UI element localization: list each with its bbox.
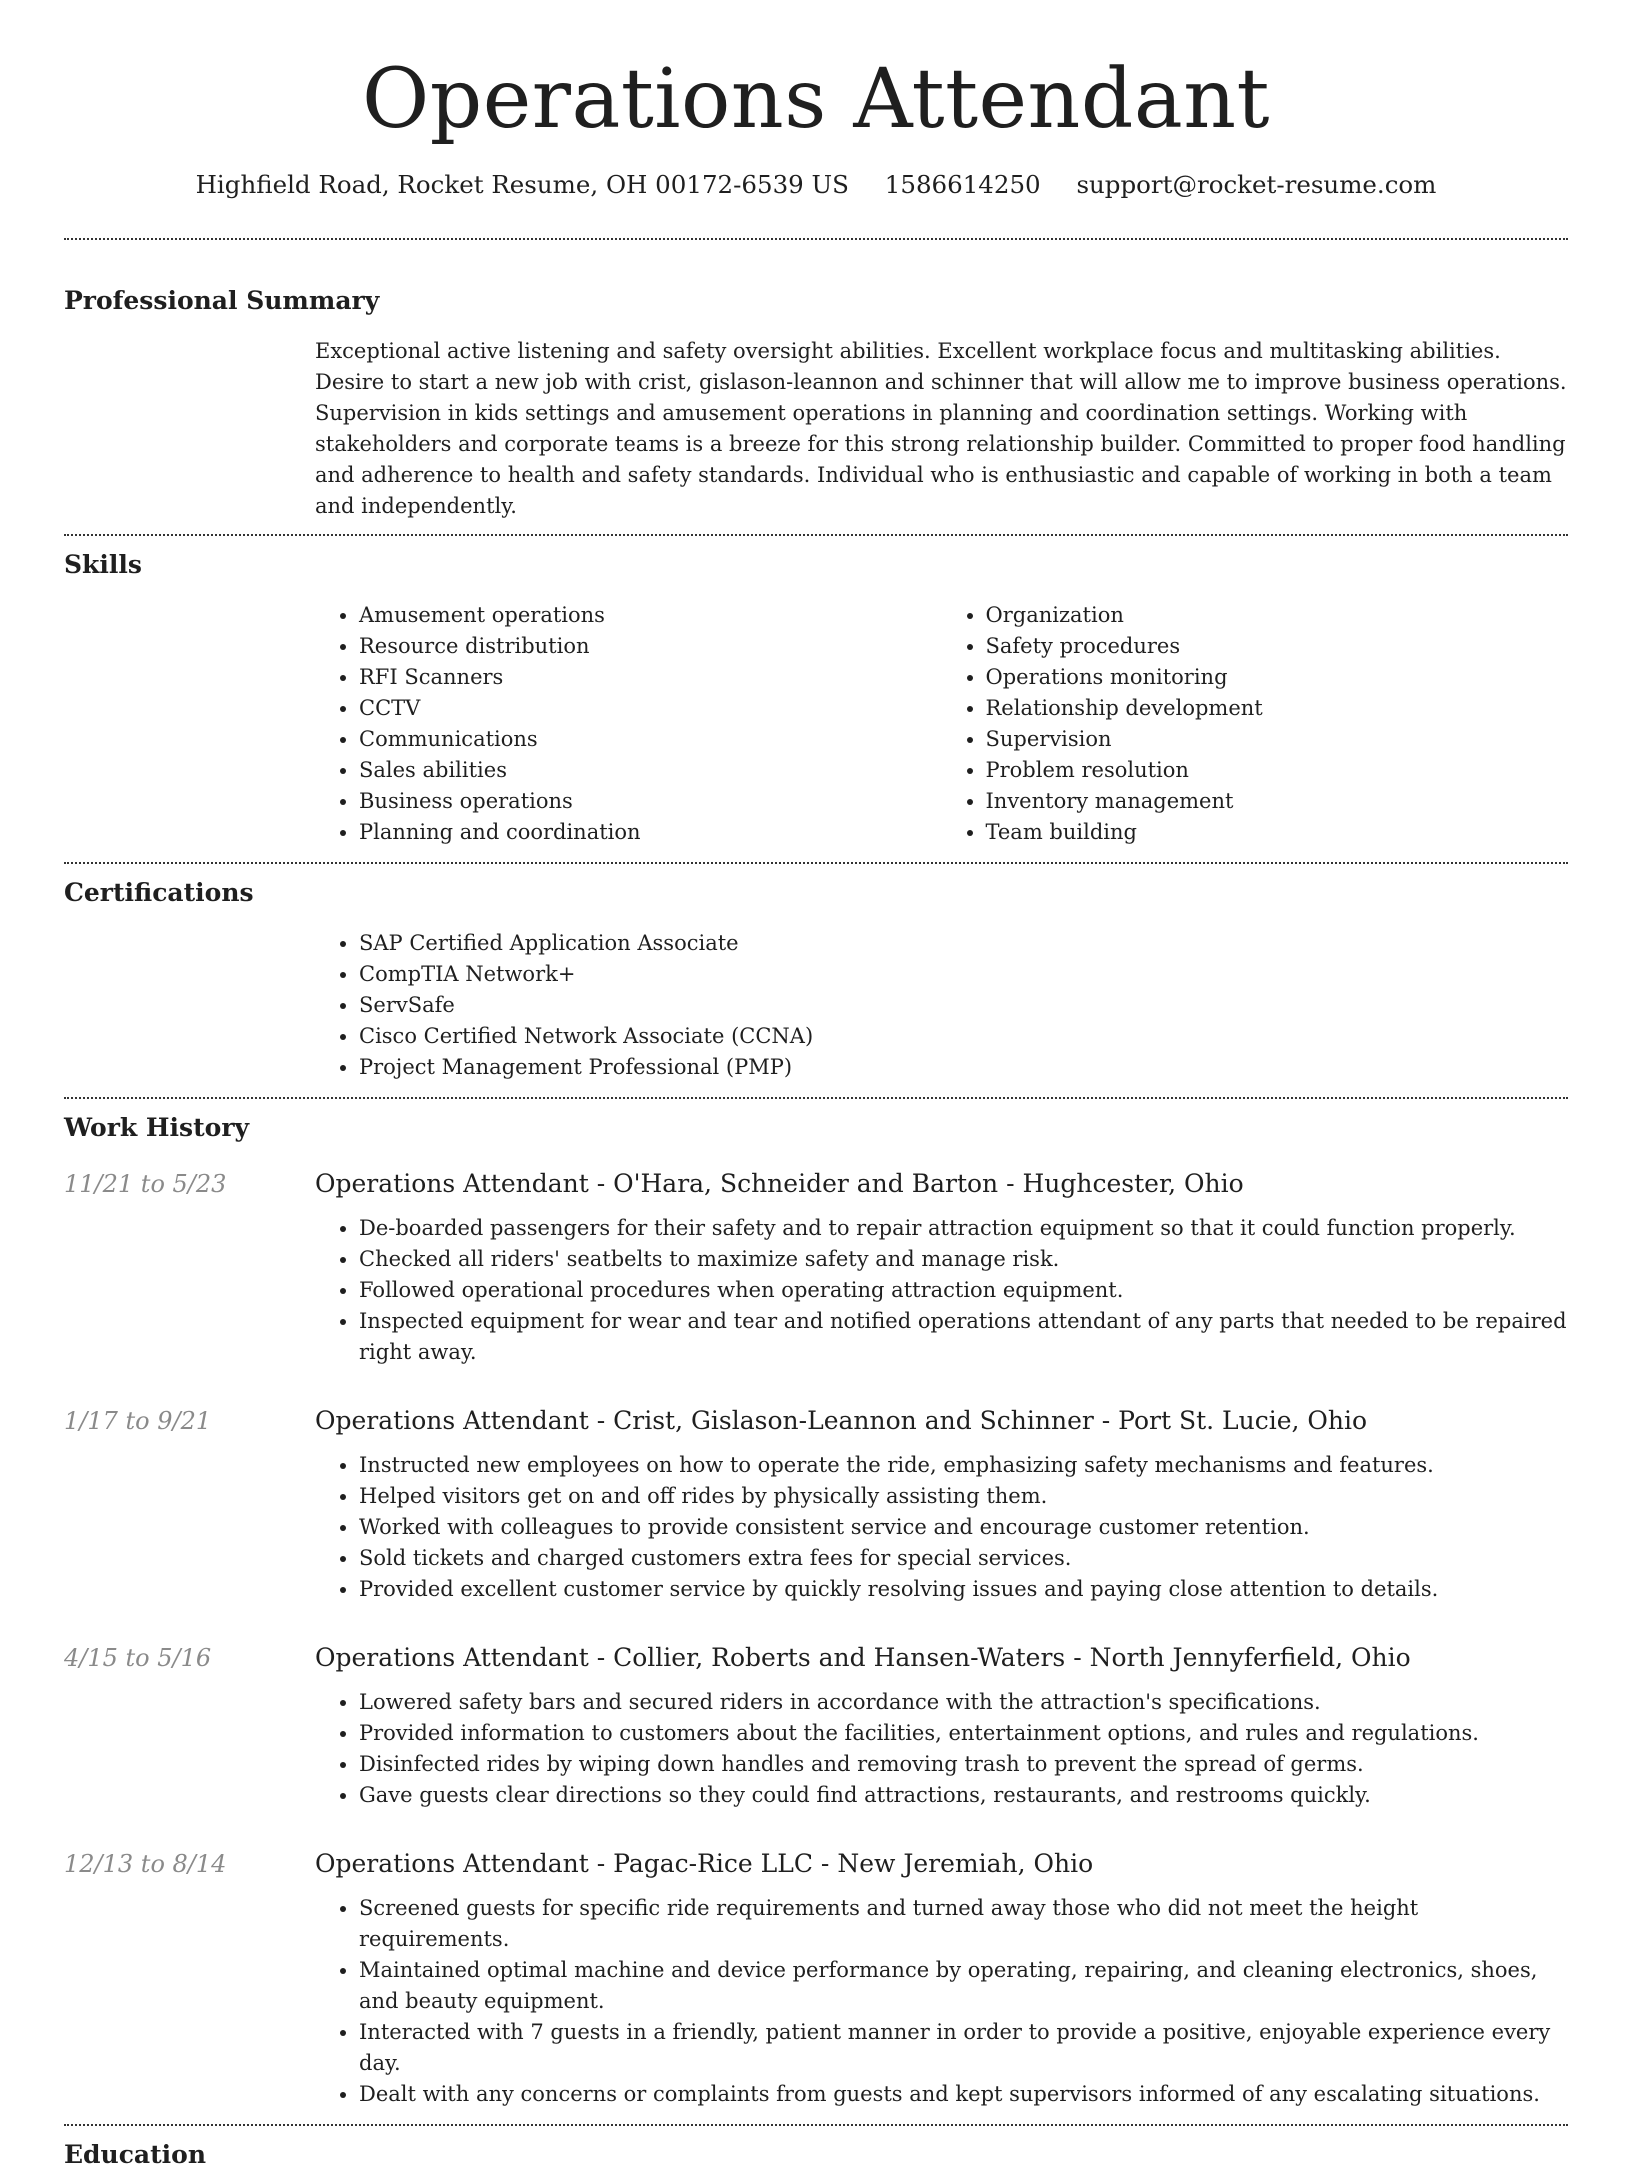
job-bullet-list [315,1213,1568,1368]
job-bullet: • Maintained optimal machine and device performance by operating, repairing, and cleaning electronics, shoes, and beauty equipment. [359,1955,1568,2017]
job-dates: 1/17 to 9/21 [64,1407,212,1435]
certifications-section [64,876,1568,1083]
job-title: Operations Attendant - O'Hara, Schneider and Barton - Hughcester, Ohio [315,1169,1244,1198]
job-title: Operations Attendant - Pagac-Rice LLC - New Jeremiah, Ohio [315,1849,1094,1878]
skill-item: • Organization [986,600,1569,631]
skill-item: • Safety procedures [986,631,1569,662]
skill-item: • Team building [986,817,1569,848]
job-bullet: • Checked all riders' seatbelts to maximize safety and manage risk. [359,1244,1568,1275]
job-header [64,1641,1568,1675]
skill-item: • Business operations [359,786,942,817]
job-header [64,1404,1568,1438]
education-section [64,2138,1568,2172]
skill-item: • Sales abilities [359,755,942,786]
job-bullet: • De-boarded passengers for their safety and to repair attraction equipment so that it could function properly. [359,1213,1568,1244]
job-bullet: • Followed operational procedures when operating attraction equipment. [359,1275,1568,1306]
skill-item: • Supervision [986,724,1569,755]
skills-grid [315,600,1568,848]
job-dates: 4/15 to 5/16 [64,1644,212,1672]
skill-item: • CCTV [359,693,942,724]
skill-item: • Amusement operations [359,600,942,631]
job-bullet: • Lowered safety bars and secured riders in accordance with the attraction's specifications. [359,1687,1568,1718]
skill-item: • Communications [359,724,942,755]
summary-heading: Professional Summary [64,286,380,315]
job-bullet: • Dealt with any concerns or complaints from guests and kept supervisors informed of any escalating situations. [359,2079,1568,2110]
summary-section [64,284,1568,522]
job-title: Operations Attendant - Collier, Roberts and Hansen-Waters - North Jennyferfield, Ohio [315,1643,1411,1672]
skills-list-right [942,600,1569,848]
certification-item: • Cisco Certified Network Associate (CCNA) [359,1021,1568,1052]
job-bullet: • Instructed new employees on how to operate the ride, emphasizing safety mechanisms and features. [359,1450,1568,1481]
education-heading: Education [64,2140,207,2169]
job-bullet: • Helped visitors get on and off rides by physically assisting them. [359,1481,1568,1512]
certifications-list [315,928,1568,1083]
skill-item: • RFI Scanners [359,662,942,693]
job-header [64,1167,1568,1201]
job-bullet: • Gave guests clear directions so they could find attractions, restaurants, and restrooms quickly. [359,1780,1568,1811]
job-bullet: • Inspected equipment for wear and tear and notified operations attendant of any parts that needed to be repaired right away. [359,1306,1568,1368]
work-history-heading: Work History [64,1113,250,1142]
section-divider [64,534,1568,536]
job-bullet: • Worked with colleagues to provide consistent service and encourage customer retention. [359,1512,1568,1543]
job-title: Operations Attendant - Crist, Gislason-Leannon and Schinner - Port St. Lucie, Ohio [315,1406,1368,1435]
skill-item: • Inventory management [986,786,1569,817]
job-bullet: • Provided information to customers about the facilities, entertainment options, and rules and regulations. [359,1718,1568,1749]
resume-name: Operations Attendant [362,52,1270,147]
job-dates: 11/21 to 5/23 [64,1170,227,1198]
summary-text: Exceptional active listening and safety oversight abilities. Excellent workplace focus and multitasking abilities. Desire to start a new job with crist, gislason-leannon and schinner that will allow me to improve business operations. Supervision in kids settings and amusement operations in planning and coordination settings. Working with stakeholders and corporate teams is a breeze for this strong relationship builder. Committed to proper food handling and adherence to health and safety standards. Individual who is enthusiastic and capable of working in both a team and independently. [315,339,1567,518]
skill-item: • Resource distribution [359,631,942,662]
skill-item: • Operations monitoring [986,662,1569,693]
certification-item: • SAP Certified Application Associate [359,928,1568,959]
jobs-list [64,1167,1568,2110]
section-divider [64,1097,1568,1099]
contact-line [64,168,1568,202]
skill-item: • Problem resolution [986,755,1569,786]
contact-phone: 1586614250 [884,170,1041,199]
skill-item: • Planning and coordination [359,817,942,848]
contact-email: support@rocket-resume.com [1076,170,1437,199]
job-entry [64,1167,1568,1368]
skills-heading: Skills [64,550,142,579]
section-divider [64,2124,1568,2126]
job-bullet: • Screened guests for specific ride requirements and turned away those who did not meet the height requirements. [359,1893,1568,1955]
job-bullet: • Provided excellent customer service by quickly resolving issues and paying close attention to details. [359,1574,1568,1605]
skill-item: • Relationship development [986,693,1569,724]
job-bullet: • Sold tickets and charged customers extra fees for special services. [359,1543,1568,1574]
job-bullet-list [315,1893,1568,2110]
work-history-section [64,1111,1568,2110]
skills-section [64,548,1568,848]
job-entry [64,1847,1568,2110]
job-header [64,1847,1568,1881]
section-divider [64,862,1568,864]
job-entry [64,1641,1568,1811]
certifications-heading: Certifications [64,878,254,907]
contact-address: Highfield Road, Rocket Resume, OH 00172-6539 US [195,170,849,199]
job-bullet: • Interacted with 7 guests in a friendly, patient manner in order to provide a positive, enjoyable experience every day. [359,2017,1568,2079]
certification-item: • Project Management Professional (PMP) [359,1052,1568,1083]
job-bullet-list [315,1687,1568,1811]
resume-page [64,0,1568,2172]
job-bullet: • Disinfected rides by wiping down handles and removing trash to prevent the spread of germs. [359,1749,1568,1780]
job-bullet-list [315,1450,1568,1605]
certification-item: • CompTIA Network+ [359,959,1568,990]
certification-item: • ServSafe [359,990,1568,1021]
job-dates: 12/13 to 8/14 [64,1850,227,1878]
section-divider [64,238,1568,240]
skills-list-left [315,600,942,848]
certifications-block [315,928,1568,1083]
job-entry [64,1404,1568,1605]
